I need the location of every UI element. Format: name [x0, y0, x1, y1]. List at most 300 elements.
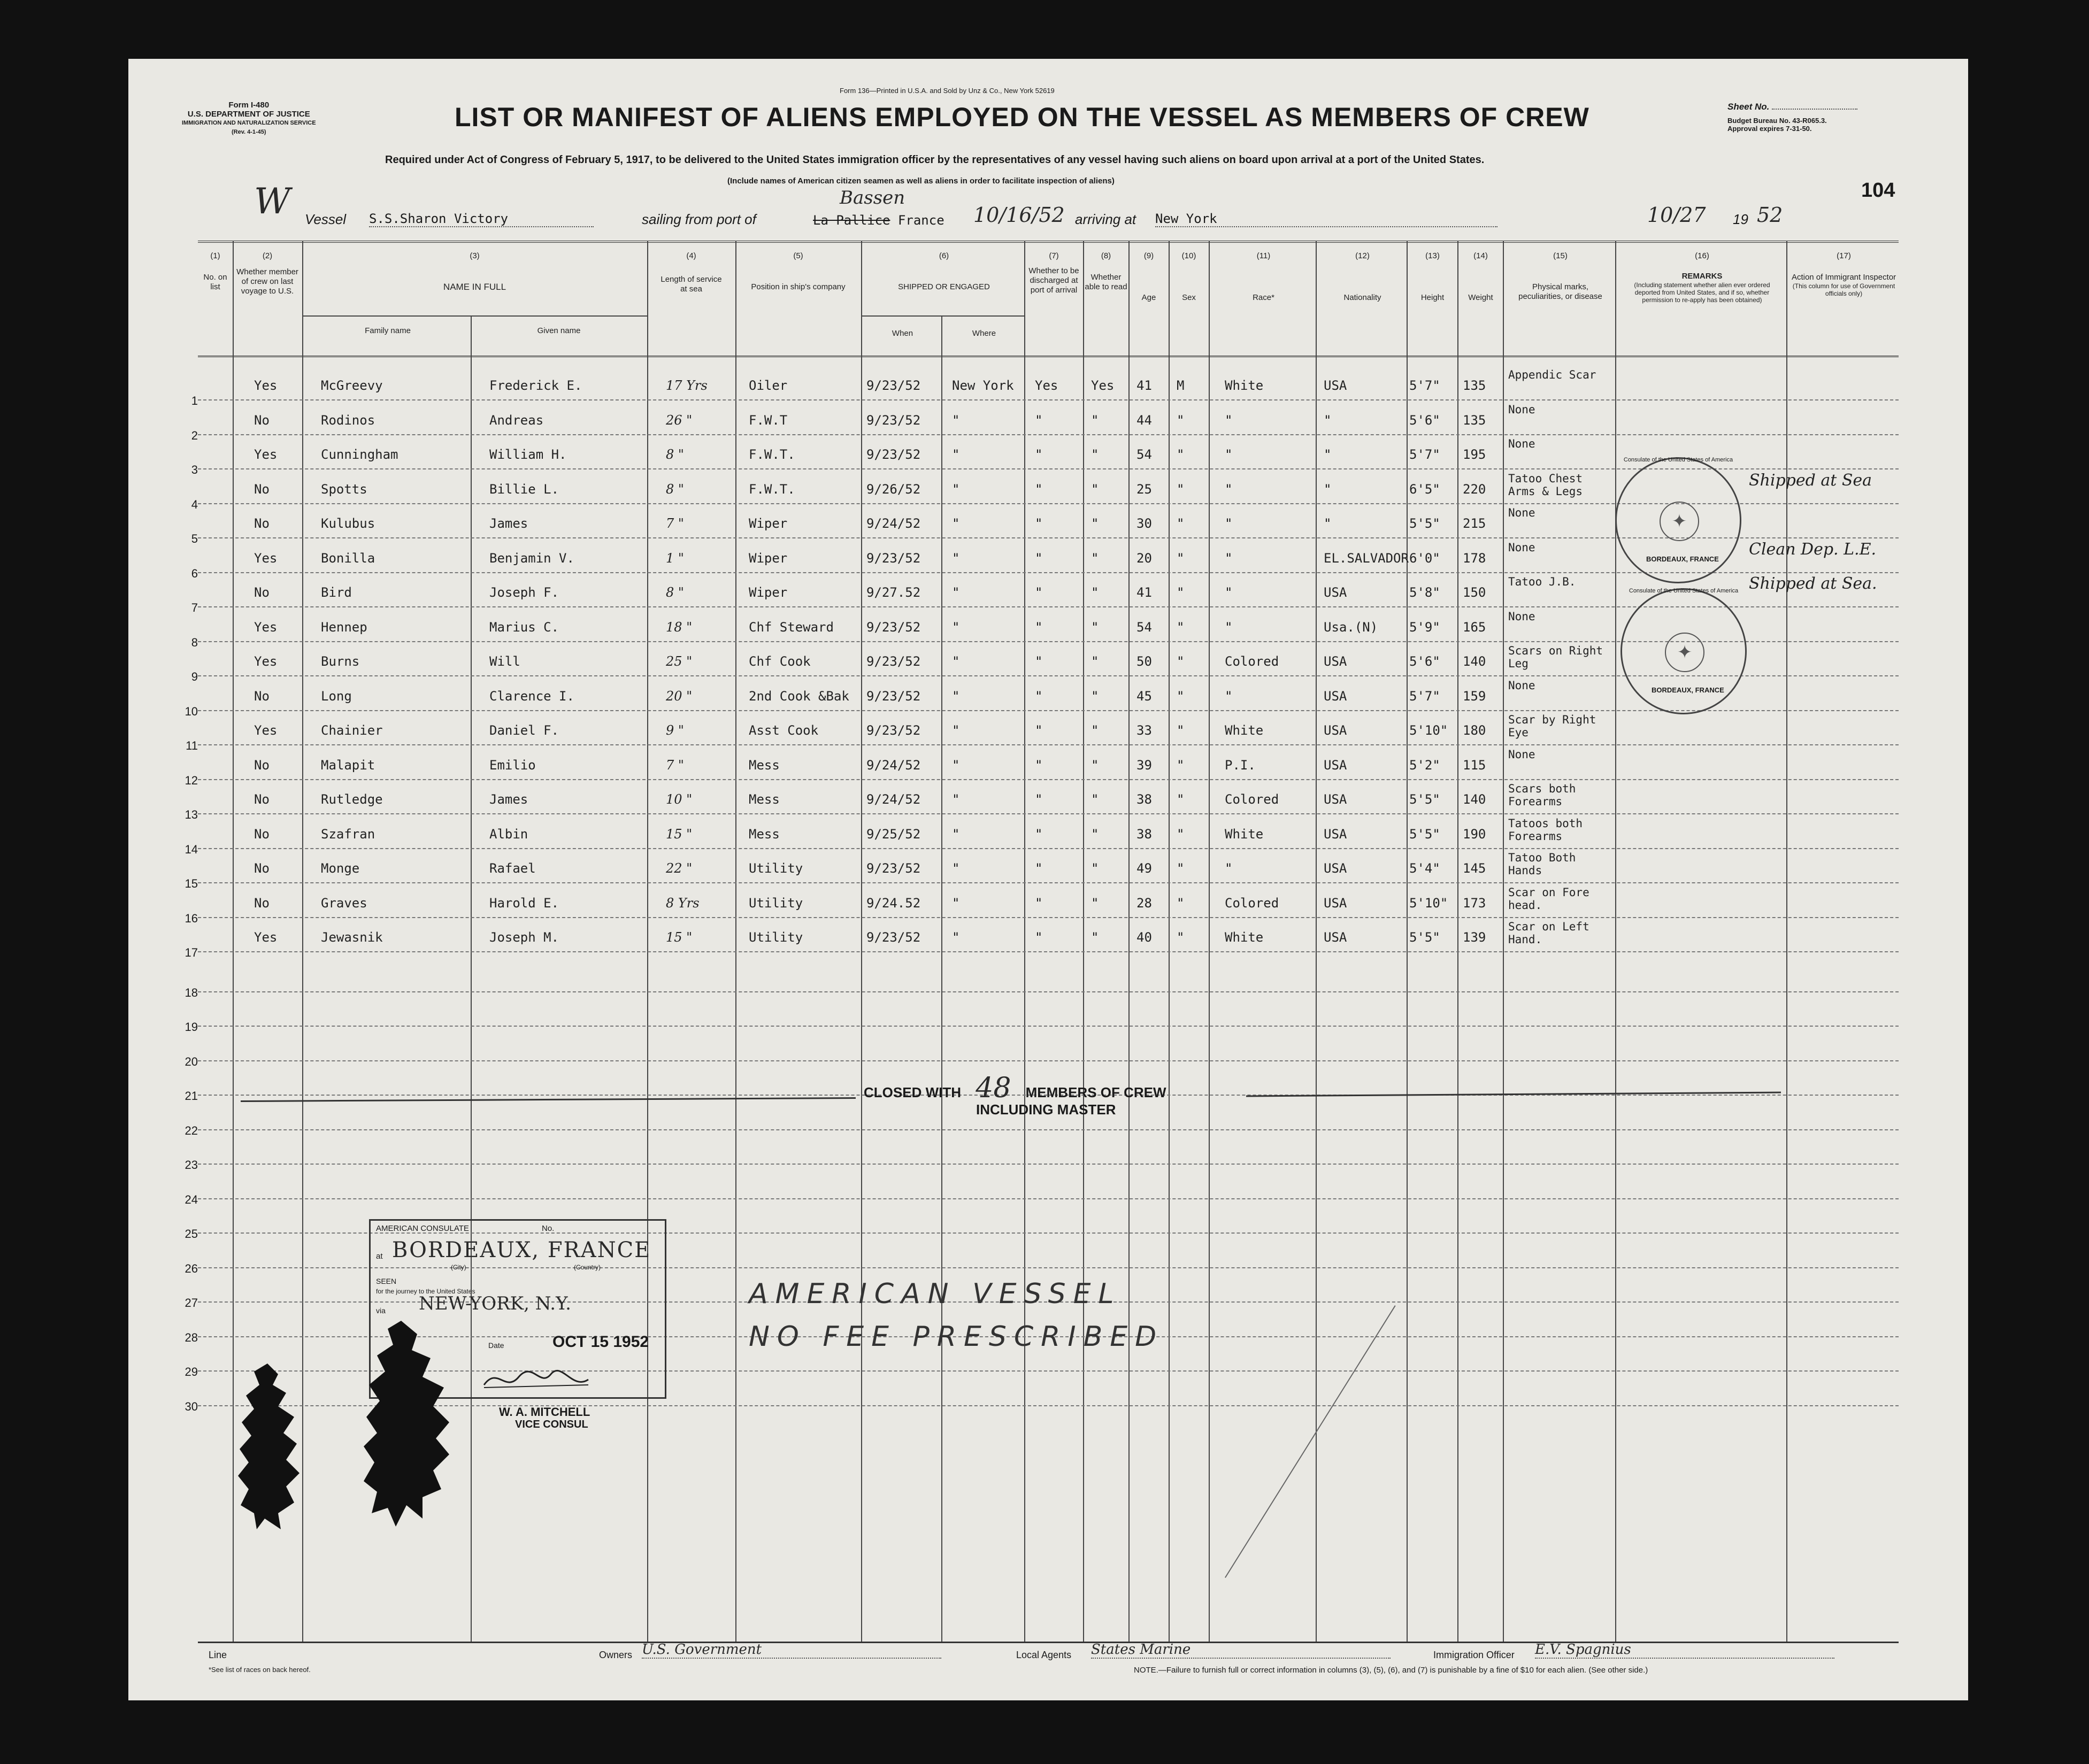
race: " — [1225, 585, 1233, 600]
col-header-15 — [1506, 251, 1615, 302]
weight: 150 — [1463, 585, 1486, 600]
age: 44 — [1136, 412, 1152, 428]
last-voyage: Yes — [254, 930, 278, 945]
col-header-10 — [1170, 251, 1208, 303]
age: 54 — [1136, 447, 1152, 462]
sailing-date: 10/16/52 — [973, 203, 1065, 227]
family-name: Jewasnik — [321, 930, 383, 945]
weight: 159 — [1463, 688, 1486, 704]
last-voyage: Yes — [254, 619, 278, 635]
form-number: Form I-480 — [228, 101, 270, 110]
position: Utility — [749, 861, 803, 876]
discharged: " — [1035, 688, 1043, 704]
col-label: Height — [1420, 293, 1445, 302]
shipped-when: 9/24.52 — [866, 895, 921, 911]
race: White — [1225, 378, 1264, 393]
consulate-seal — [1615, 457, 1741, 583]
port-struck-text: La Pallice — [813, 213, 890, 228]
shipped-where: " — [952, 447, 960, 462]
row-number: 17 — [185, 946, 198, 959]
given-name: Billie L. — [489, 481, 559, 497]
col-num: (17) — [1837, 251, 1851, 260]
including-master: INCLUDING MASTER — [976, 1101, 1116, 1118]
service-length: 10 " — [666, 792, 693, 807]
shipped-where: " — [952, 654, 960, 669]
line-label: Line — [209, 1650, 227, 1660]
col-label: Nationality — [1343, 293, 1381, 302]
sex: " — [1177, 723, 1185, 738]
arrival-date: 10/27 — [1647, 203, 1706, 227]
discharged: " — [1035, 861, 1043, 876]
shipped-where: " — [952, 481, 960, 497]
row-number: 20 — [185, 1054, 198, 1068]
last-voyage: Yes — [254, 654, 278, 669]
nationality: USA — [1324, 757, 1347, 773]
given-name: Will — [489, 654, 520, 669]
stamp-date-label: Date — [488, 1341, 504, 1350]
eagle-icon: ✦ — [1660, 502, 1699, 541]
signature — [481, 1364, 594, 1396]
physical-marks: Tatoo Both Hands — [1508, 851, 1576, 877]
vessel-label: Vessel — [305, 211, 347, 227]
agents-label: Local Agents — [1016, 1650, 1072, 1660]
age: 40 — [1136, 930, 1152, 945]
family-name: Malapit — [321, 757, 375, 773]
nationality: " — [1324, 516, 1332, 531]
able-to-read: " — [1091, 861, 1099, 876]
physical-marks: Tatoos both Forearms — [1508, 816, 1583, 843]
col-label: Action of Immigrant Inspector — [1791, 273, 1896, 282]
family-name-header: Family name — [365, 326, 411, 335]
stamp-journey: for the journey to the United States — [376, 1288, 475, 1295]
col-num: (10) — [1181, 251, 1196, 260]
able-to-read: " — [1091, 516, 1099, 531]
col-header-12 — [1318, 251, 1407, 303]
family-name: Rodinos — [321, 412, 375, 428]
height: 5'2" — [1409, 757, 1440, 773]
service-length: 7 " — [666, 516, 684, 531]
shipped-where: " — [952, 723, 960, 738]
position: Chf Cook — [749, 654, 811, 669]
shipped-when: 9/26/52 — [866, 481, 921, 497]
able-to-read: " — [1091, 930, 1099, 945]
family-name: Szafran — [321, 826, 375, 842]
last-voyage: No — [254, 688, 270, 704]
col-header-2 — [235, 251, 299, 296]
discharged: " — [1035, 826, 1043, 842]
shipped-where: " — [952, 619, 960, 635]
physical-marks: Appendic Scar — [1508, 368, 1596, 381]
service-length: 8 " — [666, 585, 684, 600]
include-text: (Include names of American citizen seamen as well as aliens in order to facilitate inspection of aliens) — [727, 176, 1115, 186]
position: Utility — [749, 895, 803, 911]
col-num: (4) — [686, 251, 696, 260]
shipped-subheader-rule — [861, 315, 1024, 317]
nationality: " — [1324, 447, 1332, 462]
col-label: No. on list — [203, 273, 227, 291]
service-length: 15 " — [666, 826, 693, 842]
port-country: France — [897, 213, 944, 228]
stamp-no-label: No. — [542, 1224, 555, 1233]
physical-marks: Tatoo Chest Arms & Legs — [1508, 472, 1583, 498]
age: 54 — [1136, 619, 1152, 635]
discharged: Yes — [1035, 378, 1058, 393]
row-number: 26 — [185, 1261, 198, 1275]
nationality: " — [1324, 412, 1332, 428]
given-name: Daniel F. — [489, 723, 559, 738]
nationality: USA — [1324, 792, 1347, 807]
last-voyage: No — [254, 826, 270, 842]
col-label: Weight — [1468, 293, 1493, 302]
shipped-when: 9/23/52 — [866, 688, 921, 704]
port-struck — [813, 213, 944, 228]
row-number: 16 — [185, 911, 198, 925]
weight: 135 — [1463, 378, 1486, 393]
age: 28 — [1136, 895, 1152, 911]
given-name: Rafael — [489, 861, 536, 876]
last-voyage: Yes — [254, 723, 278, 738]
arriving-label: arriving at — [1075, 211, 1136, 227]
table-row — [185, 815, 1899, 856]
col-num: (8) — [1101, 251, 1111, 260]
age: 20 — [1136, 550, 1152, 566]
officer-label: Immigration Officer — [1433, 1650, 1515, 1660]
shipped-where: " — [952, 688, 960, 704]
table-top-rule — [198, 241, 1899, 243]
penalty-note: NOTE.—Failure to furnish full or correct information in columns (3), (5), (6), and (7) is punishable by a fine of $10 for each alien. (See other side.) — [1134, 1666, 1648, 1675]
discharged: " — [1035, 412, 1043, 428]
age: 49 — [1136, 861, 1152, 876]
col-label: Length of service at sea — [661, 275, 722, 294]
position: 2nd Cook &Bak — [749, 688, 849, 704]
table-row — [191, 401, 1899, 442]
shipped-when: 9/23/52 — [866, 550, 921, 566]
shipped-where: " — [952, 826, 960, 842]
col-num: (3) — [470, 251, 480, 260]
seal-text: BORDEAUX, FRANCE — [1646, 555, 1719, 563]
sex: " — [1177, 792, 1185, 807]
discharged: " — [1035, 654, 1043, 669]
col-header-4 — [650, 251, 733, 294]
given-name: Albin — [489, 826, 528, 842]
weight: 135 — [1463, 412, 1486, 428]
sex: " — [1177, 930, 1185, 945]
race: " — [1225, 550, 1233, 566]
shipped-where: " — [952, 930, 960, 945]
nationality: USA — [1324, 930, 1347, 945]
eagle-icon: ✦ — [1665, 633, 1704, 672]
agents-value: States Marine — [1091, 1642, 1391, 1659]
physical-marks: Scars on Right Leg — [1508, 644, 1603, 670]
last-voyage: No — [254, 895, 270, 911]
race: P.I. — [1225, 757, 1256, 773]
col-num: (12) — [1355, 251, 1370, 260]
position: Chf Steward — [749, 619, 834, 635]
age: 41 — [1136, 585, 1152, 600]
row-number: 21 — [185, 1089, 198, 1103]
race: Colored — [1225, 895, 1279, 911]
physical-marks: Scar on Fore head. — [1508, 885, 1589, 912]
row-number: 10 — [185, 704, 198, 718]
physical-marks: Tatoo J.B. — [1508, 575, 1576, 588]
consulate-seal — [1620, 588, 1747, 714]
height: 5'6" — [1409, 654, 1440, 669]
row-number: 22 — [185, 1123, 198, 1137]
service-length: 26 " — [666, 412, 693, 428]
table-row — [191, 435, 1899, 476]
shipped-when: 9/23/52 — [866, 412, 921, 428]
weight: 173 — [1463, 895, 1486, 911]
stamp-signer-title: VICE CONSUL — [515, 1419, 588, 1430]
shipped-when: 9/25/52 — [866, 826, 921, 842]
able-to-read: " — [1091, 688, 1099, 704]
page-title: LIST OR MANIFEST OF ALIENS EMPLOYED ON THE VESSEL AS MEMBERS OF CREW — [455, 102, 1589, 132]
race: " — [1225, 516, 1233, 531]
nationality: USA — [1324, 585, 1347, 600]
col-header-8 — [1085, 251, 1127, 292]
nationality: EL.SALVADOR — [1324, 550, 1409, 566]
given-name: Emilio — [489, 757, 536, 773]
shipped-when: 9/24/52 — [866, 516, 921, 531]
table-row — [185, 746, 1899, 787]
last-voyage: Yes — [254, 447, 278, 462]
row-number: 12 — [185, 773, 198, 787]
vessel-name: S.S.Sharon Victory — [369, 211, 594, 227]
name-subheader-rule — [302, 315, 647, 317]
col-label: NAME IN FULL — [443, 282, 506, 292]
discharged: " — [1035, 792, 1043, 807]
printer-line: Form 136—Printed in U.S.A. and Sold by Unz & Co., New York 52619 — [840, 87, 1055, 95]
wax-seal-left — [235, 1364, 305, 1535]
col-header-13 — [1408, 251, 1457, 303]
col-label: Whether member of crew on last voyage to U.S. — [236, 267, 298, 296]
row-number: 25 — [185, 1227, 198, 1241]
col-num: (7) — [1049, 251, 1059, 260]
weight: 139 — [1463, 930, 1486, 945]
position: F.W.T. — [749, 447, 795, 462]
race: " — [1225, 481, 1233, 497]
race: Colored — [1225, 792, 1279, 807]
weight: 165 — [1463, 619, 1486, 635]
col-label: REMARKS — [1681, 272, 1723, 281]
family-name: McGreevy — [321, 378, 383, 393]
year-suffix: 52 — [1757, 203, 1783, 227]
family-name: Burns — [321, 654, 360, 669]
sex: " — [1177, 688, 1185, 704]
col-header-9 — [1130, 251, 1168, 303]
initials-mark: W — [254, 181, 290, 222]
discharged: " — [1035, 757, 1043, 773]
col-num: (2) — [262, 251, 273, 260]
last-voyage: Yes — [254, 550, 278, 566]
physical-marks: None — [1508, 506, 1535, 519]
shipped-where: New York — [952, 378, 1014, 393]
nationality: USA — [1324, 654, 1347, 669]
height: 6'5" — [1409, 481, 1440, 497]
position: Mess — [749, 792, 780, 807]
seal-text: BORDEAUX, FRANCE — [1652, 686, 1724, 694]
sex: " — [1177, 895, 1185, 911]
col-header-6 — [864, 251, 1024, 292]
shipped-where: " — [952, 895, 960, 911]
sex: " — [1177, 447, 1185, 462]
year-prefix: 19 — [1733, 211, 1748, 227]
height: 5'7" — [1409, 378, 1440, 393]
table-row — [186, 711, 1899, 752]
table-header-rule — [198, 356, 1899, 357]
height: 5'5" — [1409, 516, 1440, 531]
last-voyage: No — [254, 412, 270, 428]
remarks: Shipped at Sea — [1749, 471, 1872, 490]
row-number: 23 — [185, 1158, 198, 1172]
row-number: 27 — [185, 1296, 198, 1309]
given-name: James — [489, 792, 528, 807]
sex: " — [1177, 826, 1185, 842]
position: Utility — [749, 930, 803, 945]
when-header: When — [892, 329, 913, 338]
age: 30 — [1136, 516, 1152, 531]
col-header-5 — [738, 251, 858, 292]
family-name: Rutledge — [321, 792, 383, 807]
service-length: 9 " — [666, 723, 684, 738]
row-number: 2 — [191, 428, 198, 442]
height: 5'10" — [1409, 723, 1448, 738]
table-row — [185, 884, 1899, 925]
nationality: USA — [1324, 723, 1347, 738]
nationality: USA — [1324, 861, 1347, 876]
seal-text: Consulate of the United States of America — [1629, 588, 1739, 594]
weight: 145 — [1463, 861, 1486, 876]
row-number: 13 — [185, 808, 198, 821]
weight: 220 — [1463, 481, 1486, 497]
sheet-label: Sheet No. — [1727, 102, 1770, 112]
sex: " — [1177, 481, 1185, 497]
service-length: 1 " — [666, 550, 684, 566]
service-length: 17 Yrs — [666, 378, 708, 393]
service-length: 8 " — [666, 447, 684, 462]
remarks: Clean Dep. L.E. — [1749, 540, 1877, 559]
shipped-when: 9/23/52 — [866, 930, 921, 945]
given-name: Frederick E. — [489, 378, 582, 393]
age: 33 — [1136, 723, 1152, 738]
nationality: Usa.(N) — [1324, 619, 1378, 635]
shipped-when: 9/23/52 — [866, 447, 921, 462]
physical-marks: None — [1508, 437, 1535, 450]
age: 38 — [1136, 792, 1152, 807]
family-name: Long — [321, 688, 352, 704]
handwritten-note-line-2: NO FEE PRESCRIBED — [749, 1321, 1164, 1353]
weight: 140 — [1463, 654, 1486, 669]
col-num: (11) — [1256, 251, 1271, 260]
row-number: 14 — [185, 842, 198, 856]
sex: " — [1177, 412, 1185, 428]
stamp-date: OCT 15 1952 — [552, 1333, 649, 1351]
service: IMMIGRATION AND NATURALIZATION SERVICE — [182, 120, 316, 126]
col-num: (1) — [210, 251, 220, 260]
col-num: (15) — [1553, 251, 1568, 260]
service-length: 20 " — [666, 688, 693, 704]
height: 5'10" — [1409, 895, 1448, 911]
stamp-city: BORDEAUX, FRANCE — [392, 1238, 651, 1262]
given-name: Clarence I. — [489, 688, 574, 704]
family-name: Kulubus — [321, 516, 375, 531]
row-number: 5 — [191, 532, 198, 545]
age: 25 — [1136, 481, 1152, 497]
row-number: 7 — [191, 601, 198, 614]
family-name: Chainier — [321, 723, 383, 738]
owners-label: Owners — [599, 1650, 633, 1660]
sheet-number — [1727, 102, 1857, 112]
last-voyage: No — [254, 516, 270, 531]
nationality: " — [1324, 481, 1332, 497]
discharged: " — [1035, 481, 1043, 497]
row-number: 6 — [191, 566, 198, 580]
shipped-where: " — [952, 861, 960, 876]
stamp-signer: W. A. MITCHELL — [499, 1405, 590, 1419]
discharged: " — [1035, 585, 1043, 600]
discharged: " — [1035, 723, 1043, 738]
last-voyage: Yes — [254, 378, 278, 393]
given-name: Benjamin V. — [489, 550, 574, 566]
height: 5'5" — [1409, 826, 1440, 842]
discharged: " — [1035, 516, 1043, 531]
shipped-where: " — [952, 757, 960, 773]
row-number: 19 — [185, 1020, 198, 1034]
physical-marks: None — [1508, 610, 1535, 623]
shipped-when: 9/23/52 — [866, 723, 921, 738]
nationality: USA — [1324, 895, 1347, 911]
stamp-header: AMERICAN CONSULATE — [376, 1224, 469, 1233]
service-length: 8 " — [666, 481, 684, 497]
nationality: USA — [1324, 826, 1347, 842]
position: F.W.T. — [749, 481, 795, 497]
family-name: Hennep — [321, 619, 367, 635]
race: White — [1225, 826, 1264, 842]
age: 50 — [1136, 654, 1152, 669]
physical-marks: Scar on Left Hand. — [1508, 920, 1589, 946]
service-length: 8 Yrs — [666, 895, 700, 911]
able-to-read: " — [1091, 654, 1099, 669]
weight: 115 — [1463, 757, 1486, 773]
col-header-3 — [305, 251, 644, 292]
discharged: " — [1035, 447, 1043, 462]
where-header: Where — [972, 329, 996, 338]
handwritten-note-line-1: AMERICAN VESSEL — [749, 1278, 1122, 1310]
col-header-1 — [198, 251, 233, 292]
physical-marks: None — [1508, 748, 1535, 761]
table-row — [185, 958, 1899, 999]
given-name: Harold E. — [489, 895, 559, 911]
race: " — [1225, 861, 1233, 876]
row-number: 29 — [185, 1365, 198, 1378]
physical-marks: None — [1508, 679, 1535, 692]
col-label: Sex — [1182, 293, 1196, 302]
shipped-when: 9/23/52 — [866, 654, 921, 669]
col-header-7 — [1026, 251, 1082, 295]
race: " — [1225, 412, 1233, 428]
race: " — [1225, 688, 1233, 704]
position: Wiper — [749, 550, 788, 566]
able-to-read: " — [1091, 723, 1099, 738]
weight: 180 — [1463, 723, 1486, 738]
shipped-where: " — [952, 585, 960, 600]
col-label: Position in ship's company — [751, 282, 846, 291]
stamp-seen: SEEN — [376, 1277, 397, 1285]
budget-number: Budget Bureau No. 43-R065.3. — [1727, 117, 1827, 125]
col-num: (14) — [1473, 251, 1488, 260]
col-label: Whether to be discharged at port of arrival — [1028, 266, 1079, 295]
height: 5'9" — [1409, 619, 1440, 635]
